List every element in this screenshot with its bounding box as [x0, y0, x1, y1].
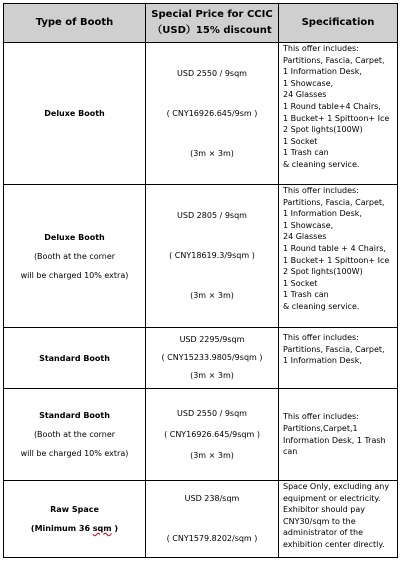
booth-size: (3m × 3m) — [190, 371, 234, 380]
booth-type-cell — [4, 328, 146, 389]
spec-line: & cleaning service. — [283, 159, 360, 169]
price-usd: USD 2805 / 9sqm — [177, 211, 247, 220]
spec-line: Partitions,Carpet,1 — [283, 423, 358, 433]
spec-line: CNY30/sqm to the — [283, 516, 356, 526]
minimum-unit: sqm — [92, 524, 112, 533]
spec-line: exhibition center directly. — [283, 539, 385, 549]
price-table-sheet — [3, 3, 397, 563]
price-cell — [146, 328, 279, 389]
spec-line: 1 Round table + 4 Chairs, — [283, 243, 386, 253]
raw-space-minimum — [4, 519, 145, 538]
spec-line: 1 Showcase, — [283, 78, 334, 88]
spec-line: can — [283, 447, 298, 457]
table-row — [4, 185, 398, 328]
spec-line: 1 Bucket+ 1 Spittoon+ Ice — [283, 255, 390, 265]
booth-note-line1: (Booth at the corner — [33, 251, 116, 261]
booth-type-cell — [4, 389, 146, 481]
spec-cell — [279, 328, 398, 389]
table-row — [4, 481, 398, 558]
price-usd: USD 2550 / 9sqm — [177, 68, 247, 78]
price-cny: ( CNY16926.645/9sm ) — [166, 108, 258, 118]
spec-line: 1 Information Desk, — [283, 67, 362, 77]
price-cell — [146, 389, 279, 481]
booth-type-cell — [4, 43, 146, 185]
header-special-price — [146, 4, 279, 43]
booth-name: Raw Space — [50, 505, 99, 514]
spec-cell — [279, 43, 398, 185]
price-cell — [146, 43, 279, 185]
price-cell — [146, 481, 279, 558]
spec-line: 1 Bucket+ 1 Spittoon+ Ice — [283, 113, 390, 123]
spec-line: 1 Information Desk, — [283, 209, 362, 219]
header-price-line2: （USD）15% discount — [152, 25, 272, 36]
spec-line: This offer includes: — [283, 333, 359, 342]
spec-line: 2 Spot lights(100W) — [283, 267, 363, 277]
minimum-close: ) — [111, 524, 119, 533]
spec-line: 1 Round table+4 Chairs, — [283, 101, 381, 111]
spec-line: 1 Socket — [283, 136, 318, 146]
price-cny: ( CNY1579.8202/sqm ) — [166, 534, 258, 543]
spec-line: This offer includes: — [283, 186, 359, 195]
spec-line: Partitions, Fascia, Carpet, — [283, 197, 385, 207]
booth-size: (3m × 3m) — [190, 291, 234, 300]
spec-line: 2 Spot lights(100W) — [283, 125, 363, 135]
spec-line: 1 Trash can — [283, 148, 329, 158]
spec-line: 24 Glasses — [283, 232, 327, 242]
spec-line: Partitions, Fascia, Carpet, — [283, 55, 385, 65]
spec-line: 1 Socket — [283, 278, 318, 288]
booth-name: Standard Booth — [39, 411, 110, 420]
spec-cell — [279, 185, 398, 328]
spec-line: Space Only, excluding any — [283, 482, 390, 491]
spec-line: This offer includes: — [283, 44, 359, 53]
booth-type-cell — [4, 185, 146, 328]
spec-line: 1 Information Desk, — [283, 356, 362, 366]
spec-line: Partitions, Fascia, Carpet, — [283, 344, 385, 354]
spec-cell — [279, 481, 398, 558]
booth-type-cell — [4, 481, 146, 558]
spec-line: 1 Trash can — [283, 290, 329, 300]
spec-line: 24 Glasses — [283, 90, 327, 100]
header-type-of-booth: Type of Booth — [4, 4, 146, 43]
header-row — [4, 4, 398, 43]
booth-name: Deluxe Booth — [44, 109, 105, 118]
price-cny: ( CNY15233.9805/9sqm ) — [161, 353, 263, 362]
spec-line: This offer includes: — [283, 412, 359, 422]
table-row — [4, 328, 398, 389]
booth-size: (3m × 3m) — [190, 148, 234, 158]
booth-note-line2: will be charged 10% extra) — [20, 270, 129, 280]
price-cny: ( CNY18619.3/9sqm ) — [169, 251, 255, 260]
booth-price-table — [3, 3, 398, 558]
spec-line: equipment or electricity. — [283, 493, 381, 503]
price-usd: USD 2295/9sqm — [179, 335, 245, 344]
spec-line: administrator of the — [283, 528, 364, 538]
table-row — [4, 43, 398, 185]
booth-name: Standard Booth — [39, 353, 110, 363]
price-cell — [146, 185, 279, 328]
booth-note-line2: will be charged 10% extra) — [20, 449, 129, 458]
spec-line: & cleaning service. — [283, 301, 360, 311]
spec-line: 1 Showcase, — [283, 220, 334, 230]
spec-cell — [279, 389, 398, 481]
price-usd: USD 2550 / 9sqm — [177, 408, 247, 418]
table-row — [4, 389, 398, 481]
spec-line: Information Desk, 1 Trash — [283, 435, 386, 445]
price-usd: USD 238/sqm — [184, 494, 240, 503]
booth-size: (3m × 3m) — [190, 450, 234, 460]
price-cny: ( CNY16926.645/9sqm ) — [164, 429, 260, 439]
spec-line: Exhibitor should pay — [283, 505, 366, 515]
booth-note-line1: (Booth at the corner — [33, 430, 116, 439]
booth-name: Deluxe Booth — [44, 232, 105, 242]
header-specification: Specification — [279, 4, 398, 43]
header-price-line1: Special Price for CCIC — [151, 9, 273, 20]
minimum-text: (Minimum 36 — [30, 524, 93, 533]
